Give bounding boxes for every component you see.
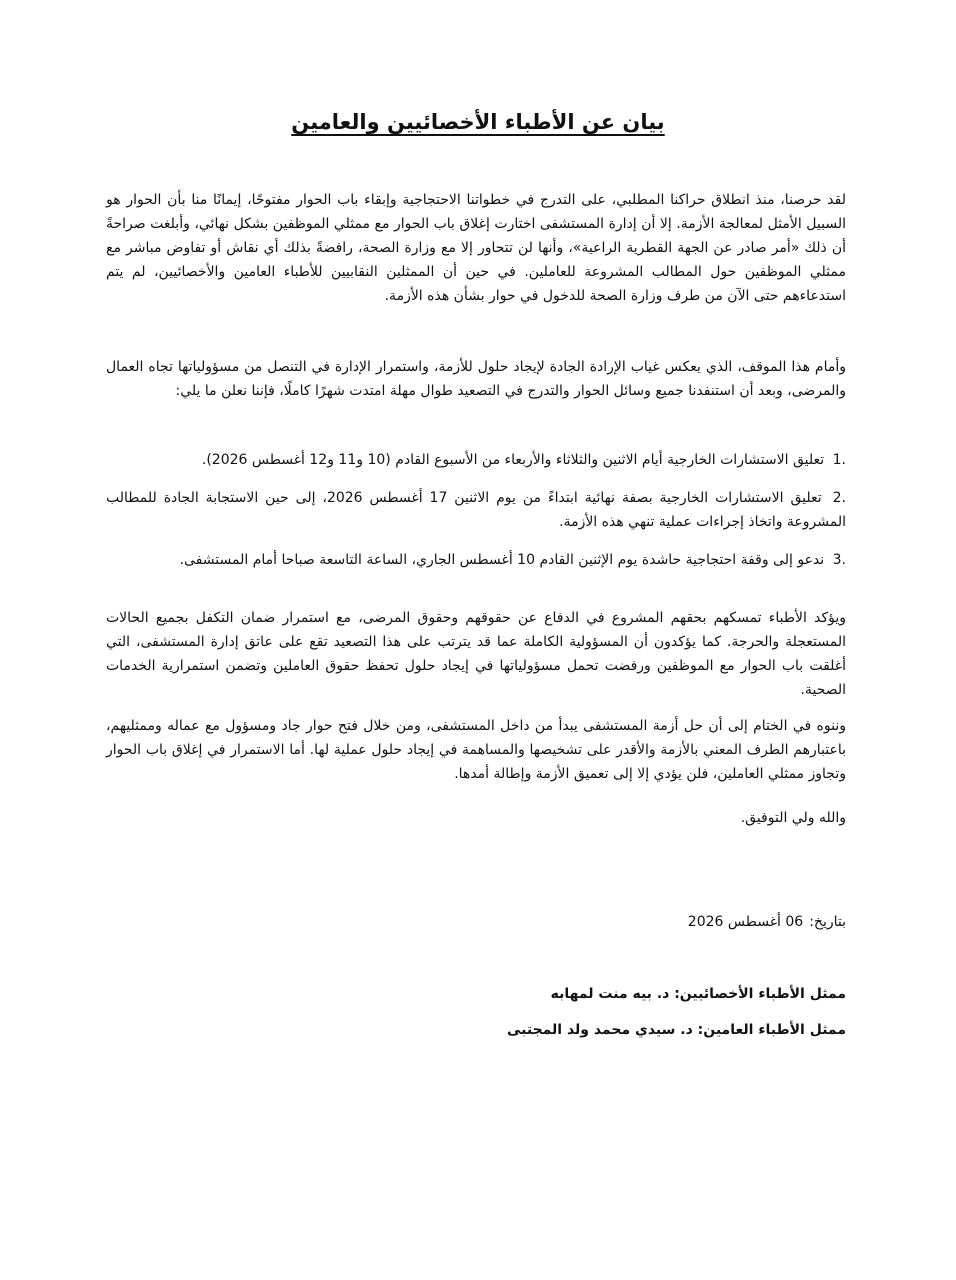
conclusion-text: وننوه في الختام إلى أن حل أزمة المستشفى يبدأ من داخل المستشفى، ومن خلال فتح حوار جاد ومسؤول مع عماله وممثليهم، باعتبارهم الطرف المعني بالأزمة والأقدر على تشخيصها والمساهمة في إيجاد حلول عملية لها. أما الاستمرار في إغلاق باب الحوار وتجاوز ممثلي العاملين، فلن يؤدي إلا إلى تعميق الأزمة وإطالة أمدها. <box>106 718 846 782</box>
intro-text: لقد حرصنا، منذ انطلاق حراكنا المطلبي، على التدرج في خطواتنا الاحتجاجية وإبقاء باب الحوار مفتوحًا، إيمانًا منا بأن الحوار هو السبيل الأمثل لمعالجة الأزمة. إلا أن إدارة المستشفى اختارت إغلاق باب الحوار مع ممثلي الموظفين بشكل نهائي، وأبلغت صراحةً أن ذلك «أمر صادر عن الجهة القطرية الراعية»، وأنها لن تتحاور إلا مع وزارة الصحة، رافضةً بذلك أي نقاش أو تفاوض مباشر مع ممثلي الموظفين حول المطالب المشروعة للعاملين. في حين أن الممثلين النقابيين للأطباء العامين والأخصائيين، لم يتم استدعاءهم حتى الآن من طرف وزارة الصحة للدخول في حوار بشأن هذه الأزمة. <box>106 192 846 304</box>
signatures <box>106 982 846 1054</box>
list-item <box>106 486 846 534</box>
signature-general: ممثل الأطباء العامين: د. سيدي محمد ولد المجتبى <box>506 1022 846 1038</box>
date-label: بتاريخ: <box>809 914 846 930</box>
date-line <box>106 910 846 934</box>
list-item <box>106 448 846 472</box>
list-item-text: ندعو إلى وقفة احتجاجية حاشدة يوم الإثنين القادم 10 أغسطس الجاري، الساعة التاسعة صباحا أمام المستشفى. <box>179 552 825 568</box>
list-item-number: .3 <box>832 552 846 568</box>
date-value: 06 أغسطس 2026 <box>687 914 804 930</box>
list-item-text: تعليق الاستشارات الخارجية أيام الاثنين والثلاثاء والأربعاء من الأسبوع القادم (10 و11 و12 أغسطس 2026). <box>201 452 825 468</box>
affirmation-text: ويؤكد الأطباء تمسكهم بحقهم المشروع في الدفاع عن حقوقهم وحقوق المرضى، مع استمرار ضمان التكفل بجميع الحالات المستعجلة والحرجة. كما يؤكدون أن المسؤولية الكاملة عما قد يترتب على هذا التصعيد تقع على عاتق إدارة المستشفى، التي أغلقت باب الحوار مع الموظفين ورفضت تحمل مسؤولياتها في إيجاد حلول تحفظ حقوق العاملين وتضمن استمرارية الخدمات الصحية. <box>106 610 846 698</box>
list-item-text: تعليق الاستشارات الخارجية بصفة نهائية ابتداءً من يوم الاثنين 17 أغسطس 2026، إلى حين الاستجابة الجادة للمطالب المشروعة واتخاذ إجراءات عملية تنهي هذه الأزمة. <box>106 490 846 530</box>
context-text: وأمام هذا الموقف، الذي يعكس غياب الإرادة الجادة لإيجاد حلول للأزمة، واستمرار الإدارة في التنصل من مسؤولياتها تجاه العمال والمرضى، وبعد أن استنفدنا جميع وسائل الحوار والتدرج في التصعيد طوال مهلة امتدت شهرًا كاملًا، فإننا نعلن ما يلي: <box>106 359 846 399</box>
list-item-number: .2 <box>832 490 846 506</box>
signature-specialists: ممثل الأطباء الأخصائيين: د. بيه منت لمهابه <box>550 986 846 1002</box>
intro-paragraph <box>106 188 846 308</box>
statement-title: بيان عن الأطباء الأخصائيين والعامين <box>291 110 665 134</box>
closing-line <box>106 806 846 830</box>
closing-text: والله ولي التوفيق. <box>740 810 846 826</box>
demands-list <box>106 448 846 586</box>
list-item-number: .1 <box>832 452 846 468</box>
affirmation-section <box>106 606 846 786</box>
context-paragraph <box>106 355 846 403</box>
list-item <box>106 548 846 572</box>
